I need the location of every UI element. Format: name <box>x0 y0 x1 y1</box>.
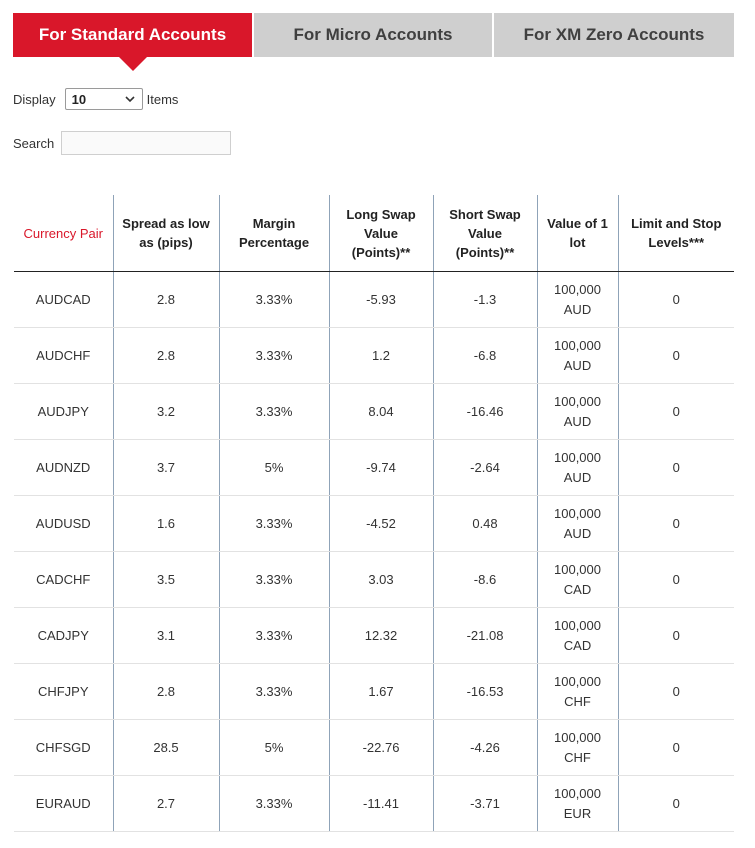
column-header-margin[interactable]: Margin Percentage <box>219 195 329 272</box>
long-swap-cell: -11.41 <box>329 776 433 832</box>
table-row <box>14 552 734 608</box>
currency-pair-cell: AUDUSD <box>14 496 113 552</box>
items-per-page-value: 10 <box>71 91 87 107</box>
lot-value-cell <box>537 664 618 720</box>
long-swap-cell: -4.52 <box>329 496 433 552</box>
lot-amount: 100,000 <box>554 785 601 801</box>
short-swap-cell: -6.8 <box>433 328 537 384</box>
margin-cell: 3.33% <box>219 552 329 608</box>
tab-label: For Micro Accounts <box>293 25 453 44</box>
lot-value-cell <box>537 272 618 328</box>
spread-cell: 3.2 <box>113 384 219 440</box>
currency-pair-cell: EURAUD <box>14 776 113 832</box>
lot-value-cell <box>537 552 618 608</box>
table-row <box>14 328 734 384</box>
margin-cell: 3.33% <box>219 496 329 552</box>
currency-pair-cell: AUDJPY <box>14 384 113 440</box>
table-row <box>14 384 734 440</box>
tab-xm-zero-accounts[interactable] <box>494 13 734 57</box>
short-swap-cell: -16.53 <box>433 664 537 720</box>
lot-amount: 100,000 <box>554 505 601 521</box>
short-swap-cell: -21.08 <box>433 608 537 664</box>
currency-pair-cell: AUDNZD <box>14 440 113 496</box>
tab-label: For Standard Accounts <box>38 25 227 44</box>
search-label: Search <box>13 135 55 151</box>
short-swap-cell: -8.6 <box>433 552 537 608</box>
limit-stop-cell: 0 <box>618 384 734 440</box>
long-swap-cell: -9.74 <box>329 440 433 496</box>
display-control <box>13 87 178 111</box>
margin-cell: 3.33% <box>219 608 329 664</box>
currency-pair-cell: AUDCAD <box>14 272 113 328</box>
currency-pair-cell: AUDCHF <box>14 328 113 384</box>
table-row <box>14 776 734 832</box>
short-swap-cell: -2.64 <box>433 440 537 496</box>
column-header-lot-value[interactable]: Value of 1 lot <box>537 195 618 272</box>
long-swap-cell: 1.2 <box>329 328 433 384</box>
margin-cell: 3.33% <box>219 328 329 384</box>
spreads-table <box>14 195 734 832</box>
limit-stop-cell: 0 <box>618 328 734 384</box>
account-tabs <box>13 13 734 57</box>
lot-currency: CAD <box>563 581 592 597</box>
lot-currency: AUD <box>563 413 592 429</box>
lot-amount: 100,000 <box>554 673 601 689</box>
lot-amount: 100,000 <box>554 449 601 465</box>
lot-currency: AUD <box>563 525 592 541</box>
short-swap-cell: 0.48 <box>433 496 537 552</box>
long-swap-cell: 8.04 <box>329 384 433 440</box>
lot-amount: 100,000 <box>554 337 601 353</box>
limit-stop-cell: 0 <box>618 552 734 608</box>
column-header-short-swap[interactable]: Short Swap Value (Points)** <box>433 195 537 272</box>
active-tab-pointer <box>119 57 147 71</box>
lot-currency: CAD <box>563 637 592 653</box>
limit-stop-cell: 0 <box>618 496 734 552</box>
table-row <box>14 608 734 664</box>
spread-cell: 3.5 <box>113 552 219 608</box>
lot-currency: AUD <box>563 357 592 373</box>
items-per-page-select[interactable] <box>65 88 143 110</box>
search-input[interactable] <box>61 131 231 155</box>
currency-pair-cell: CHFSGD <box>14 720 113 776</box>
spread-cell: 2.7 <box>113 776 219 832</box>
lot-value-cell <box>537 384 618 440</box>
long-swap-cell: -22.76 <box>329 720 433 776</box>
margin-cell: 3.33% <box>219 664 329 720</box>
column-header-spread[interactable]: Spread as low as (pips) <box>113 195 219 272</box>
column-header-limit-stop[interactable]: Limit and Stop Levels*** <box>618 195 734 272</box>
lot-amount: 100,000 <box>554 393 601 409</box>
display-label: Display <box>13 91 56 107</box>
lot-value-cell <box>537 776 618 832</box>
short-swap-cell: -16.46 <box>433 384 537 440</box>
currency-pair-cell: CADJPY <box>14 608 113 664</box>
lot-amount: 100,000 <box>554 617 601 633</box>
table-header-row <box>14 195 734 272</box>
spread-cell: 3.7 <box>113 440 219 496</box>
lot-currency: CHF <box>564 749 591 765</box>
table-body <box>14 272 734 832</box>
lot-value-cell <box>537 328 618 384</box>
margin-cell: 3.33% <box>219 384 329 440</box>
limit-stop-cell: 0 <box>618 272 734 328</box>
lot-currency: AUD <box>563 301 592 317</box>
lot-value-cell <box>537 496 618 552</box>
short-swap-cell: -1.3 <box>433 272 537 328</box>
short-swap-cell: -3.71 <box>433 776 537 832</box>
spread-cell: 3.1 <box>113 608 219 664</box>
items-suffix-label: Items <box>146 91 179 107</box>
table-row <box>14 440 734 496</box>
spread-cell: 1.6 <box>113 496 219 552</box>
margin-cell: 3.33% <box>219 272 329 328</box>
spread-cell: 2.8 <box>113 328 219 384</box>
tab-label: For XM Zero Accounts <box>523 25 705 44</box>
lot-currency: EUR <box>563 805 592 821</box>
currency-pair-cell: CADCHF <box>14 552 113 608</box>
tab-standard-accounts[interactable] <box>13 13 252 57</box>
chevron-down-icon <box>124 92 136 106</box>
limit-stop-cell: 0 <box>618 720 734 776</box>
limit-stop-cell: 0 <box>618 440 734 496</box>
spread-cell: 2.8 <box>113 272 219 328</box>
spread-cell: 28.5 <box>113 720 219 776</box>
lot-currency: AUD <box>563 469 592 485</box>
lot-amount: 100,000 <box>554 729 601 745</box>
margin-cell: 3.33% <box>219 776 329 832</box>
table-row <box>14 720 734 776</box>
lot-currency: CHF <box>564 693 591 709</box>
short-swap-cell: -4.26 <box>433 720 537 776</box>
limit-stop-cell: 0 <box>618 664 734 720</box>
long-swap-cell: -5.93 <box>329 272 433 328</box>
margin-cell: 5% <box>219 440 329 496</box>
limit-stop-cell: 0 <box>618 776 734 832</box>
spread-cell: 2.8 <box>113 664 219 720</box>
long-swap-cell: 12.32 <box>329 608 433 664</box>
lot-value-cell <box>537 608 618 664</box>
lot-value-cell <box>537 440 618 496</box>
margin-cell: 5% <box>219 720 329 776</box>
long-swap-cell: 1.67 <box>329 664 433 720</box>
table-row <box>14 496 734 552</box>
currency-pair-cell: CHFJPY <box>14 664 113 720</box>
table-row <box>14 664 734 720</box>
lot-amount: 100,000 <box>554 281 601 297</box>
tab-micro-accounts[interactable] <box>254 13 492 57</box>
search-control <box>13 131 231 155</box>
table-row <box>14 272 734 328</box>
column-header-currency-pair[interactable]: Currency Pair <box>14 195 113 272</box>
column-header-long-swap[interactable]: Long Swap Value (Points)** <box>329 195 433 272</box>
long-swap-cell: 3.03 <box>329 552 433 608</box>
lot-value-cell <box>537 720 618 776</box>
lot-amount: 100,000 <box>554 561 601 577</box>
limit-stop-cell: 0 <box>618 608 734 664</box>
